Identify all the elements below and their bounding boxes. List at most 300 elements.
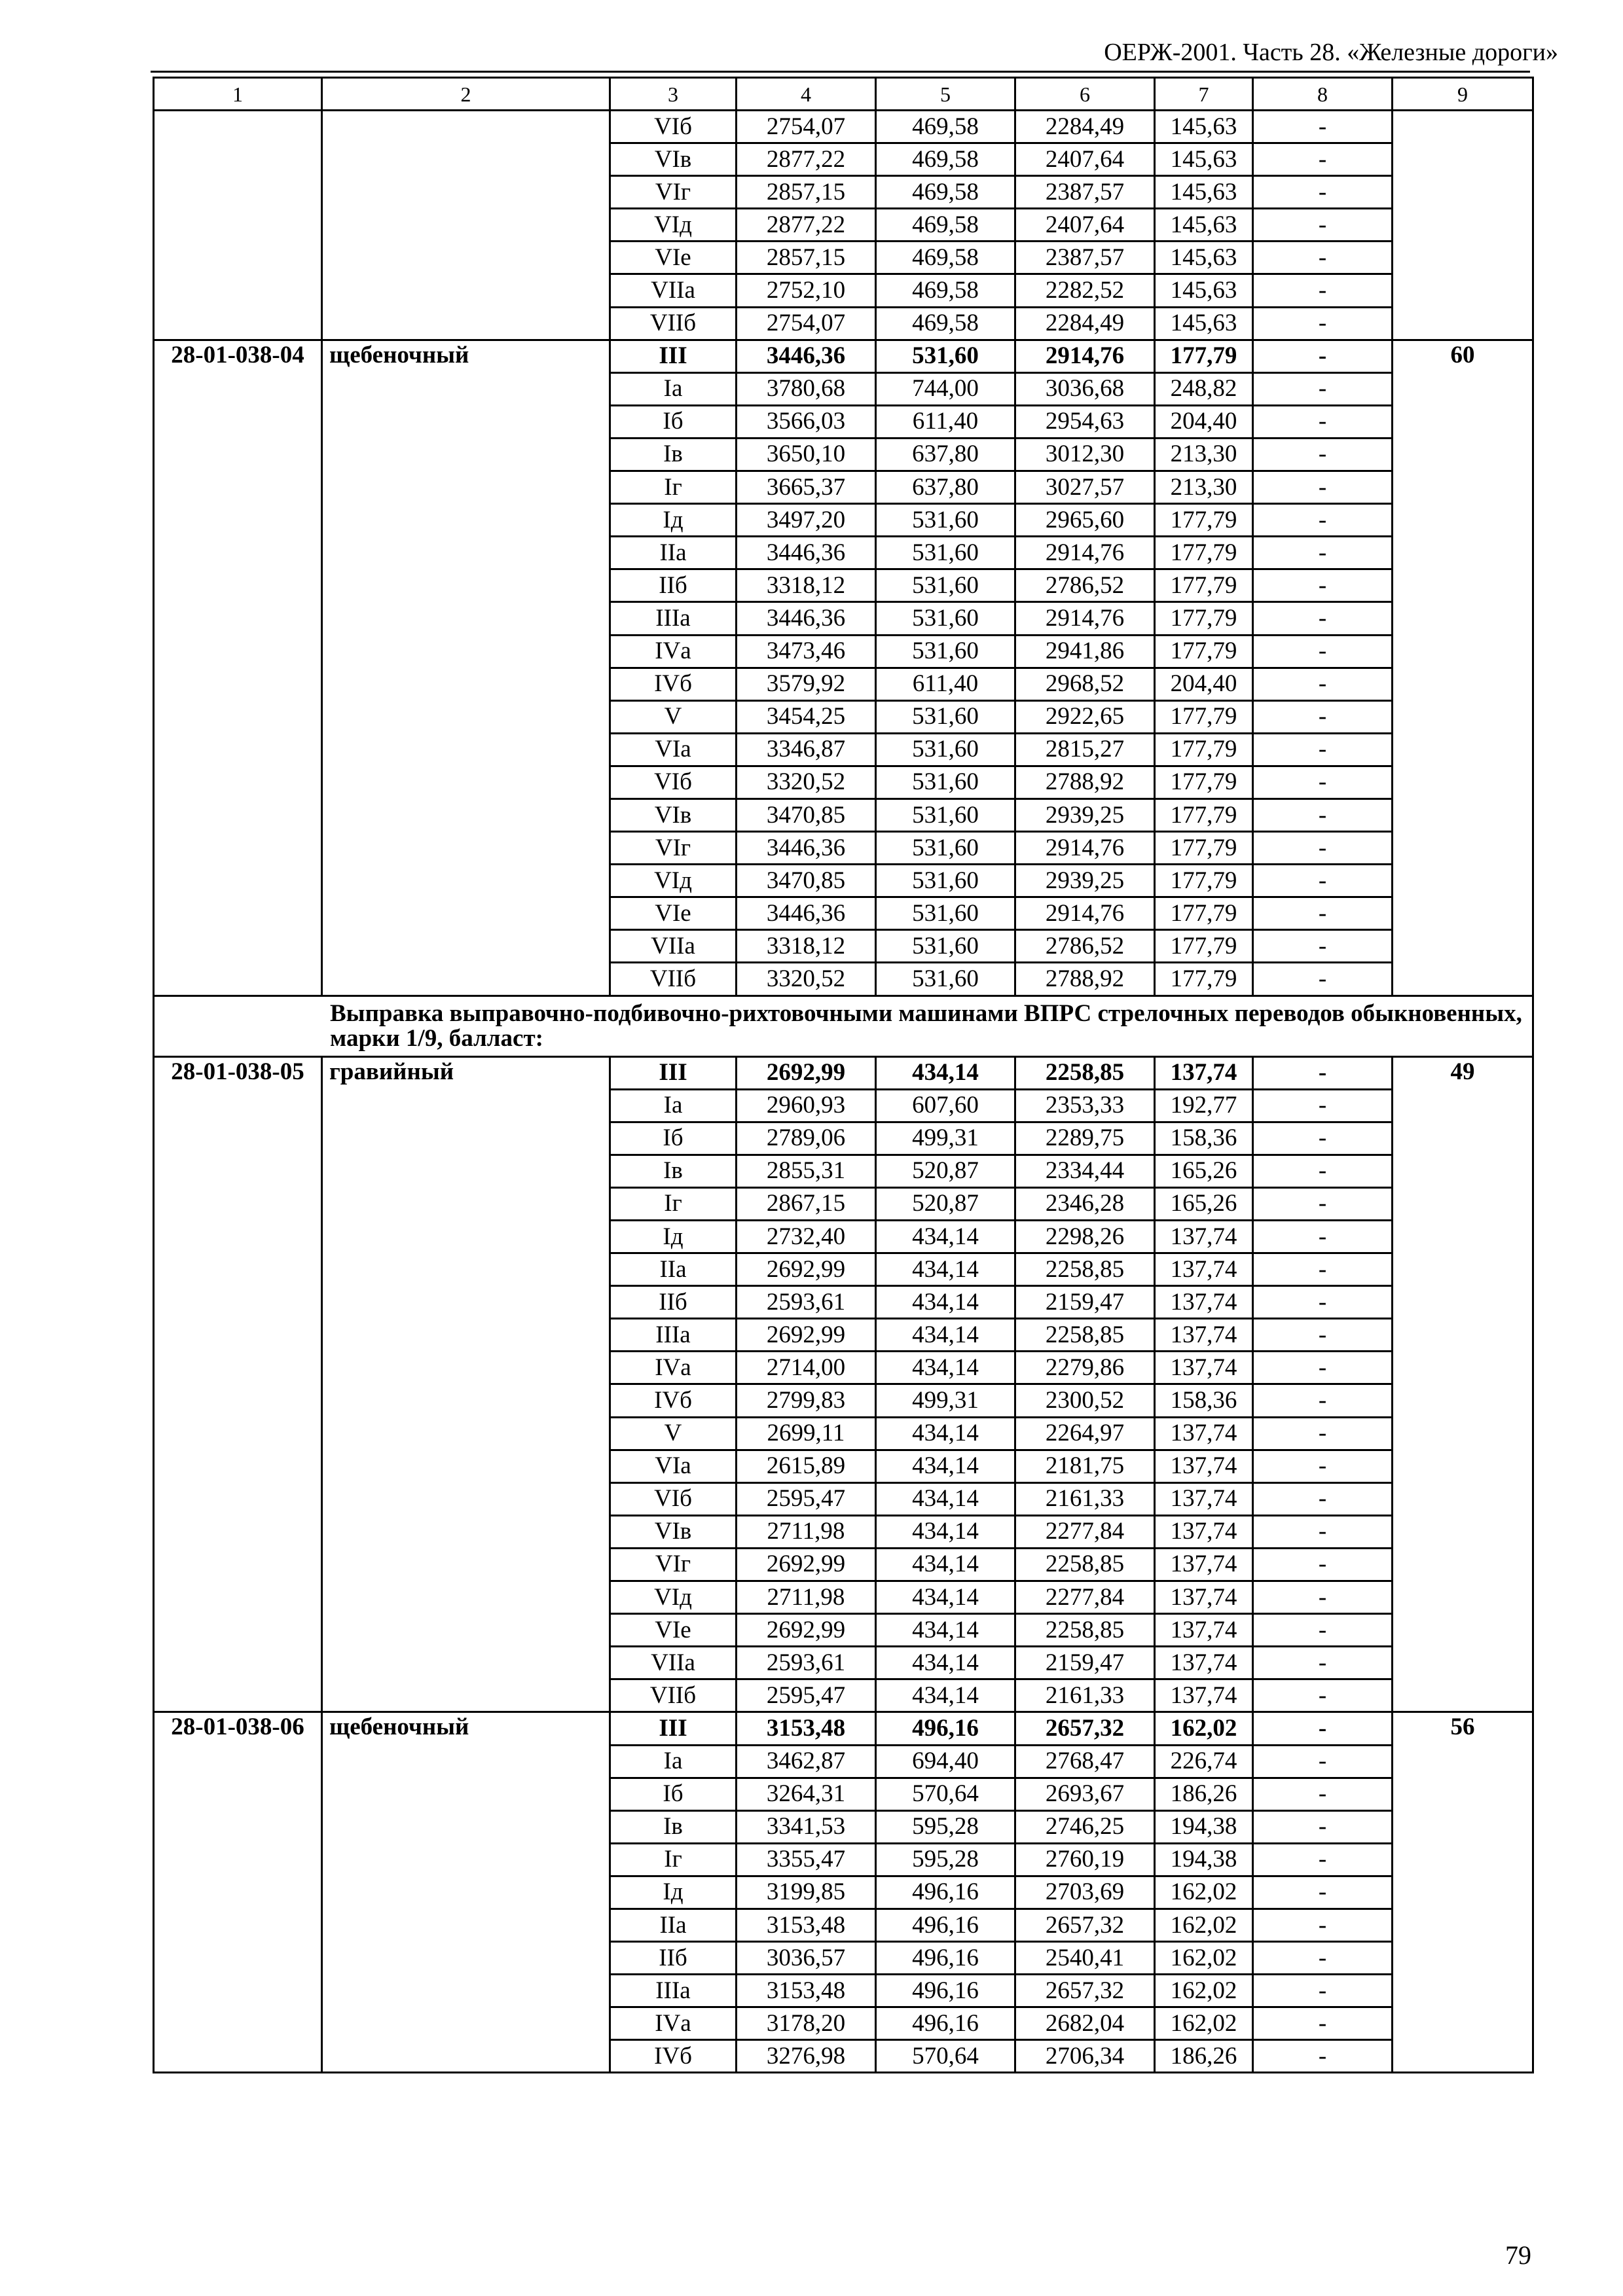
wages-cell: 531,60: [876, 865, 1015, 897]
wages-cell: 531,60: [876, 504, 1015, 537]
operators-wages-cell: 204,40: [1155, 668, 1253, 700]
total-cost-cell: 2711,98: [737, 1515, 876, 1548]
total-cost-cell: 3036,57: [737, 1942, 876, 1975]
operators-wages-cell: 177,79: [1155, 569, 1253, 602]
machines-cell: 2786,52: [1015, 569, 1155, 602]
operators-wages-cell: 177,79: [1155, 897, 1253, 930]
materials-cell: -: [1253, 405, 1393, 438]
machines-cell: 2760,19: [1015, 1843, 1155, 1876]
machines-cell: 2346,28: [1015, 1187, 1155, 1220]
machines-cell: 2914,76: [1015, 897, 1155, 930]
wages-cell: 434,14: [876, 1056, 1015, 1089]
total-cost-cell: 2699,11: [737, 1417, 876, 1450]
operators-wages-cell: 162,02: [1155, 2007, 1253, 2040]
operators-wages-cell: 137,74: [1155, 1417, 1253, 1450]
wages-cell: 531,60: [876, 930, 1015, 963]
total-cost-cell: 2692,99: [737, 1253, 876, 1286]
operators-wages-cell: 137,74: [1155, 1482, 1253, 1515]
total-cost-cell: 2867,15: [737, 1187, 876, 1220]
total-cost-cell: 3153,48: [737, 1975, 876, 2007]
total-cost-cell: 3566,03: [737, 405, 876, 438]
total-cost-cell: 2960,93: [737, 1089, 876, 1122]
total-cost-cell: 2857,15: [737, 242, 876, 274]
total-cost-cell: 2692,99: [737, 1056, 876, 1089]
rate-code-cell: 28-01-038-06: [154, 1712, 322, 2073]
operators-wages-cell: 137,74: [1155, 1647, 1253, 1679]
machines-cell: 2682,04: [1015, 2007, 1155, 2040]
materials-cell: -: [1253, 1909, 1393, 1941]
total-cost-cell: 3446,36: [737, 602, 876, 635]
materials-cell: -: [1253, 832, 1393, 865]
operators-wages-cell: 165,26: [1155, 1187, 1253, 1220]
materials-cell: -: [1253, 766, 1393, 798]
wages-cell: 496,16: [876, 1712, 1015, 1745]
operators-wages-cell: 248,82: [1155, 372, 1253, 405]
materials-cell: -: [1253, 1221, 1393, 1253]
norm-column: VIIа: [610, 1647, 737, 1679]
page-number: 79: [1505, 2240, 1531, 2270]
machines-cell: 3012,30: [1015, 438, 1155, 471]
operators-wages-cell: 162,02: [1155, 1876, 1253, 1909]
norm-column: Iв: [610, 1810, 737, 1843]
operators-wages-cell: 137,74: [1155, 1515, 1253, 1548]
machines-cell: 2181,75: [1015, 1450, 1155, 1482]
column-9-cell: [1393, 111, 1533, 340]
operators-wages-cell: 137,74: [1155, 1352, 1253, 1384]
wages-cell: 607,60: [876, 1089, 1015, 1122]
materials-cell: -: [1253, 372, 1393, 405]
total-cost-cell: 2595,47: [737, 1679, 876, 1712]
machines-cell: 2914,76: [1015, 832, 1155, 865]
rate-code-cell: 28-01-038-05: [154, 1056, 322, 1712]
wages-cell: 496,16: [876, 1909, 1015, 1941]
total-cost-cell: 2692,99: [737, 1614, 876, 1647]
materials-cell: -: [1253, 897, 1393, 930]
machines-cell: 2258,85: [1015, 1614, 1155, 1647]
total-cost-cell: 3454,25: [737, 700, 876, 733]
operators-wages-cell: 145,63: [1155, 143, 1253, 176]
machines-cell: 2815,27: [1015, 733, 1155, 766]
machines-cell: 2914,76: [1015, 602, 1155, 635]
machines-cell: 2289,75: [1015, 1122, 1155, 1155]
norm-column: Iг: [610, 1843, 737, 1876]
norm-column: Iв: [610, 438, 737, 471]
wages-cell: 531,60: [876, 733, 1015, 766]
column-9-cell: 56: [1393, 1712, 1533, 2073]
total-cost-cell: 2615,89: [737, 1450, 876, 1482]
norm-column: Iб: [610, 1778, 737, 1810]
table-row: [154, 1056, 1533, 1089]
machines-cell: 2334,44: [1015, 1155, 1155, 1187]
column-number-cell: 6: [1015, 78, 1155, 111]
wages-cell: 469,58: [876, 307, 1015, 340]
operators-wages-cell: 194,38: [1155, 1810, 1253, 1843]
operators-wages-cell: 177,79: [1155, 504, 1253, 537]
wages-cell: 434,14: [876, 1352, 1015, 1384]
machines-cell: 2284,49: [1015, 111, 1155, 143]
machines-cell: 2788,92: [1015, 766, 1155, 798]
total-cost-cell: 2593,61: [737, 1647, 876, 1679]
norm-column: VIб: [610, 766, 737, 798]
materials-cell: -: [1253, 537, 1393, 569]
operators-wages-cell: 165,26: [1155, 1155, 1253, 1187]
norm-column: VIIб: [610, 307, 737, 340]
norm-column: Iа: [610, 1745, 737, 1778]
norm-column: VIд: [610, 1581, 737, 1614]
wages-cell: 531,60: [876, 340, 1015, 372]
norm-column: IIIа: [610, 602, 737, 635]
operators-wages-cell: 137,74: [1155, 1221, 1253, 1253]
norm-column: III: [610, 1712, 737, 1745]
operators-wages-cell: 204,40: [1155, 405, 1253, 438]
materials-cell: -: [1253, 1778, 1393, 1810]
materials-cell: -: [1253, 1876, 1393, 1909]
norm-column: IIIа: [610, 1319, 737, 1352]
wages-cell: 469,58: [876, 143, 1015, 176]
materials-cell: -: [1253, 963, 1393, 996]
rate-code-cell: 28-01-038-04: [154, 340, 322, 996]
materials-cell: -: [1253, 209, 1393, 242]
total-cost-cell: 2692,99: [737, 1548, 876, 1581]
norm-column: VIIа: [610, 274, 737, 307]
materials-cell: -: [1253, 1352, 1393, 1384]
operators-wages-cell: 137,74: [1155, 1548, 1253, 1581]
wages-cell: 531,60: [876, 635, 1015, 668]
norm-column: Iд: [610, 504, 737, 537]
norm-column: Iа: [610, 1089, 737, 1122]
machines-cell: 2922,65: [1015, 700, 1155, 733]
operators-wages-cell: 145,63: [1155, 242, 1253, 274]
ballast-type-cell: [322, 111, 610, 340]
wages-cell: 469,58: [876, 274, 1015, 307]
operators-wages-cell: 162,02: [1155, 1712, 1253, 1745]
machines-cell: 2657,32: [1015, 1909, 1155, 1941]
total-cost-cell: 2799,83: [737, 1384, 876, 1417]
norm-column: V: [610, 1417, 737, 1450]
total-cost-cell: 3355,47: [737, 1843, 876, 1876]
norm-column: IIб: [610, 1286, 737, 1319]
machines-cell: 2264,97: [1015, 1417, 1155, 1450]
machines-cell: 2284,49: [1015, 307, 1155, 340]
column-number-cell: 1: [154, 78, 322, 111]
materials-cell: -: [1253, 1122, 1393, 1155]
machines-cell: 2300,52: [1015, 1384, 1155, 1417]
total-cost-cell: 3446,36: [737, 340, 876, 372]
total-cost-cell: 2754,07: [737, 307, 876, 340]
total-cost-cell: 3346,87: [737, 733, 876, 766]
materials-cell: -: [1253, 504, 1393, 537]
wages-cell: 595,28: [876, 1843, 1015, 1876]
total-cost-cell: 3320,52: [737, 766, 876, 798]
materials-cell: -: [1253, 242, 1393, 274]
operators-wages-cell: 177,79: [1155, 733, 1253, 766]
total-cost-cell: 3497,20: [737, 504, 876, 537]
norm-column: IVа: [610, 2007, 737, 2040]
total-cost-cell: 3178,20: [737, 2007, 876, 2040]
wages-cell: 531,60: [876, 602, 1015, 635]
materials-cell: -: [1253, 1975, 1393, 2007]
operators-wages-cell: 158,36: [1155, 1384, 1253, 1417]
norm-column: VIIб: [610, 963, 737, 996]
total-cost-cell: 2857,15: [737, 176, 876, 209]
operators-wages-cell: 186,26: [1155, 2040, 1253, 2073]
machines-cell: 2965,60: [1015, 504, 1155, 537]
operators-wages-cell: 162,02: [1155, 1942, 1253, 1975]
machines-cell: 2279,86: [1015, 1352, 1155, 1384]
total-cost-cell: 2877,22: [737, 209, 876, 242]
operators-wages-cell: 186,26: [1155, 1778, 1253, 1810]
machines-cell: 2657,32: [1015, 1975, 1155, 2007]
norm-column: IVб: [610, 1384, 737, 1417]
materials-cell: -: [1253, 1843, 1393, 1876]
materials-cell: -: [1253, 1286, 1393, 1319]
norm-column: VIг: [610, 176, 737, 209]
wages-cell: 434,14: [876, 1482, 1015, 1515]
norm-column: III: [610, 1056, 737, 1089]
materials-cell: -: [1253, 1745, 1393, 1778]
operators-wages-cell: 145,63: [1155, 176, 1253, 209]
machines-cell: 2159,47: [1015, 1647, 1155, 1679]
column-number-cell: 2: [322, 78, 610, 111]
norm-column: Iа: [610, 372, 737, 405]
norm-column: Iв: [610, 1155, 737, 1187]
operators-wages-cell: 145,63: [1155, 209, 1253, 242]
operators-wages-cell: 177,79: [1155, 602, 1253, 635]
table-body: [154, 78, 1533, 2073]
norm-column: IIа: [610, 537, 737, 569]
wages-cell: 531,60: [876, 537, 1015, 569]
machines-cell: 2159,47: [1015, 1286, 1155, 1319]
total-cost-cell: 3341,53: [737, 1810, 876, 1843]
machines-cell: 2258,85: [1015, 1253, 1155, 1286]
total-cost-cell: 3470,85: [737, 865, 876, 897]
norm-column: IIа: [610, 1253, 737, 1286]
machines-cell: 2939,25: [1015, 865, 1155, 897]
machines-cell: 2258,85: [1015, 1319, 1155, 1352]
norm-column: IIIа: [610, 1975, 737, 2007]
total-cost-cell: 3153,48: [737, 1909, 876, 1941]
machines-cell: 2746,25: [1015, 1810, 1155, 1843]
wages-cell: 434,14: [876, 1515, 1015, 1548]
rate-code-cell: [154, 111, 322, 340]
norm-column: VIд: [610, 865, 737, 897]
norm-column: VIв: [610, 143, 737, 176]
wages-cell: 496,16: [876, 1876, 1015, 1909]
materials-cell: -: [1253, 1679, 1393, 1712]
wages-cell: 469,58: [876, 111, 1015, 143]
column-number-row: [154, 78, 1533, 111]
machines-cell: 3027,57: [1015, 471, 1155, 504]
norm-column: IVа: [610, 635, 737, 668]
machines-cell: 2407,64: [1015, 209, 1155, 242]
machines-cell: 2706,34: [1015, 2040, 1155, 2073]
machines-cell: 2939,25: [1015, 798, 1155, 831]
materials-cell: -: [1253, 143, 1393, 176]
operators-wages-cell: 177,79: [1155, 798, 1253, 831]
norm-column: VIб: [610, 111, 737, 143]
wages-cell: 469,58: [876, 176, 1015, 209]
norm-column: Iг: [610, 471, 737, 504]
column-9-cell: 49: [1393, 1056, 1533, 1712]
norm-column: IVб: [610, 2040, 737, 2073]
operators-wages-cell: 194,38: [1155, 1843, 1253, 1876]
total-cost-cell: 2732,40: [737, 1221, 876, 1253]
wages-cell: 520,87: [876, 1187, 1015, 1220]
total-cost-cell: 2754,07: [737, 111, 876, 143]
ballast-type-cell: щебеночный: [322, 1712, 610, 2073]
total-cost-cell: 3153,48: [737, 1712, 876, 1745]
operators-wages-cell: 177,79: [1155, 930, 1253, 963]
machines-cell: 2693,67: [1015, 1778, 1155, 1810]
machines-cell: 2258,85: [1015, 1548, 1155, 1581]
norm-column: VIв: [610, 798, 737, 831]
operators-wages-cell: 137,74: [1155, 1056, 1253, 1089]
total-cost-cell: 2593,61: [737, 1286, 876, 1319]
wages-cell: 434,14: [876, 1253, 1015, 1286]
wages-cell: 570,64: [876, 1778, 1015, 1810]
total-cost-cell: 3473,46: [737, 635, 876, 668]
machines-cell: 2768,47: [1015, 1745, 1155, 1778]
total-cost-cell: 2855,31: [737, 1155, 876, 1187]
total-cost-cell: 3318,12: [737, 569, 876, 602]
wages-cell: 531,60: [876, 798, 1015, 831]
wages-cell: 595,28: [876, 1810, 1015, 1843]
norm-column: IIа: [610, 1909, 737, 1941]
total-cost-cell: 3780,68: [737, 372, 876, 405]
machines-cell: 2277,84: [1015, 1515, 1155, 1548]
machines-cell: 2914,76: [1015, 340, 1155, 372]
materials-cell: -: [1253, 1614, 1393, 1647]
norm-column: VIа: [610, 733, 737, 766]
materials-cell: -: [1253, 668, 1393, 700]
table-row: [154, 111, 1533, 143]
materials-cell: -: [1253, 1384, 1393, 1417]
materials-cell: -: [1253, 2040, 1393, 2073]
machines-cell: 2161,33: [1015, 1679, 1155, 1712]
machines-cell: 2941,86: [1015, 635, 1155, 668]
materials-cell: -: [1253, 798, 1393, 831]
machines-cell: 2968,52: [1015, 668, 1155, 700]
total-cost-cell: 3199,85: [737, 1876, 876, 1909]
table-row: [154, 340, 1533, 372]
total-cost-cell: 3446,36: [737, 897, 876, 930]
operators-wages-cell: 213,30: [1155, 438, 1253, 471]
total-cost-cell: 2752,10: [737, 274, 876, 307]
norm-column: VIв: [610, 1515, 737, 1548]
operators-wages-cell: 177,79: [1155, 963, 1253, 996]
materials-cell: -: [1253, 111, 1393, 143]
total-cost-cell: 3320,52: [737, 963, 876, 996]
machines-cell: 2161,33: [1015, 1482, 1155, 1515]
rates-table: [153, 77, 1534, 2073]
materials-cell: -: [1253, 340, 1393, 372]
norm-column: IVб: [610, 668, 737, 700]
norm-column: Iб: [610, 1122, 737, 1155]
wages-cell: 434,14: [876, 1581, 1015, 1614]
wages-cell: 531,60: [876, 569, 1015, 602]
operators-wages-cell: 177,79: [1155, 700, 1253, 733]
machines-cell: 2282,52: [1015, 274, 1155, 307]
operators-wages-cell: 137,74: [1155, 1679, 1253, 1712]
machines-cell: 2540,41: [1015, 1942, 1155, 1975]
operators-wages-cell: 137,74: [1155, 1286, 1253, 1319]
total-cost-cell: 3462,87: [737, 1745, 876, 1778]
materials-cell: -: [1253, 1253, 1393, 1286]
total-cost-cell: 2595,47: [737, 1482, 876, 1515]
norm-column: III: [610, 340, 737, 372]
materials-cell: -: [1253, 1482, 1393, 1515]
page-header: ОЕРЖ-2001. Часть 28. «Железные дороги»: [1104, 39, 1558, 66]
total-cost-cell: 3579,92: [737, 668, 876, 700]
wages-cell: 611,40: [876, 668, 1015, 700]
materials-cell: -: [1253, 1712, 1393, 1745]
wages-cell: 570,64: [876, 2040, 1015, 2073]
materials-cell: -: [1253, 930, 1393, 963]
machines-cell: 2407,64: [1015, 143, 1155, 176]
materials-cell: -: [1253, 1056, 1393, 1089]
column-number-cell: 4: [737, 78, 876, 111]
norm-column: VIа: [610, 1450, 737, 1482]
materials-cell: -: [1253, 733, 1393, 766]
norm-column: Iг: [610, 1187, 737, 1220]
materials-cell: -: [1253, 700, 1393, 733]
wages-cell: 531,60: [876, 963, 1015, 996]
wages-cell: 531,60: [876, 766, 1015, 798]
norm-column: VIг: [610, 1548, 737, 1581]
materials-cell: -: [1253, 1647, 1393, 1679]
machines-cell: 2788,92: [1015, 963, 1155, 996]
operators-wages-cell: 137,74: [1155, 1581, 1253, 1614]
operators-wages-cell: 158,36: [1155, 1122, 1253, 1155]
wages-cell: 434,14: [876, 1548, 1015, 1581]
norm-column: VIе: [610, 1614, 737, 1647]
norm-column: VIIб: [610, 1679, 737, 1712]
materials-cell: -: [1253, 1548, 1393, 1581]
total-cost-cell: 3264,31: [737, 1778, 876, 1810]
norm-column: VIIа: [610, 930, 737, 963]
materials-cell: -: [1253, 1155, 1393, 1187]
materials-cell: -: [1253, 1450, 1393, 1482]
norm-column: VIд: [610, 209, 737, 242]
norm-column: V: [610, 700, 737, 733]
norm-column: Iб: [610, 405, 737, 438]
operators-wages-cell: 226,74: [1155, 1745, 1253, 1778]
column-9-cell: 60: [1393, 340, 1533, 996]
wages-cell: 434,14: [876, 1319, 1015, 1352]
materials-cell: -: [1253, 471, 1393, 504]
section-row: [154, 996, 1533, 1056]
machines-cell: 2258,85: [1015, 1056, 1155, 1089]
machines-cell: 3036,68: [1015, 372, 1155, 405]
operators-wages-cell: 177,79: [1155, 865, 1253, 897]
total-cost-cell: 3650,10: [737, 438, 876, 471]
materials-cell: -: [1253, 1515, 1393, 1548]
wages-cell: 434,14: [876, 1450, 1015, 1482]
norm-column: IVа: [610, 1352, 737, 1384]
wages-cell: 611,40: [876, 405, 1015, 438]
operators-wages-cell: 145,63: [1155, 274, 1253, 307]
wages-cell: 469,58: [876, 242, 1015, 274]
wages-cell: 531,60: [876, 897, 1015, 930]
total-cost-cell: 3318,12: [737, 930, 876, 963]
operators-wages-cell: 192,77: [1155, 1089, 1253, 1122]
machines-cell: 2954,63: [1015, 405, 1155, 438]
total-cost-cell: 3276,98: [737, 2040, 876, 2073]
wages-cell: 434,14: [876, 1647, 1015, 1679]
operators-wages-cell: 145,63: [1155, 307, 1253, 340]
materials-cell: -: [1253, 438, 1393, 471]
wages-cell: 694,40: [876, 1745, 1015, 1778]
